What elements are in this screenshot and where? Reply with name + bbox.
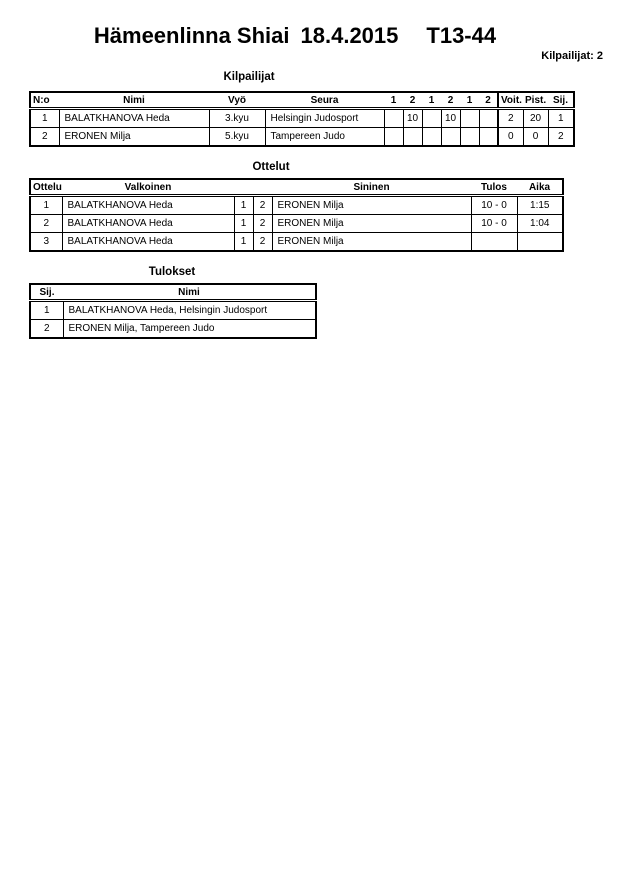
title-event: Hämeenlinna Shiai [93,23,290,48]
match-row [30,215,563,233]
cell-vyo: 5.kyu [209,128,265,147]
cell-no: 2 [30,128,59,147]
cell-no: 1 [30,109,59,128]
cell-blue-name: ERONEN Milja [272,233,471,252]
cell-white-no: 1 [234,215,253,233]
cell-name-club: ERONEN Milja, Tampereen Judo [63,320,316,339]
match-row [30,196,563,215]
cell-blue-no: 2 [253,196,272,215]
header-white-no [234,179,253,196]
header-voit: Voit. [498,92,523,109]
cell-score [471,233,517,252]
cell-score: 10 - 0 [471,215,517,233]
header-round-1: 1 [390,94,397,106]
header-blue-no [253,179,272,196]
competitor-row [30,128,574,147]
header-sij: Sij. [552,94,568,106]
header-aika: Aika [528,181,551,193]
tulokset-table [29,283,317,339]
kilpailijat-section-title: Kilpailijat [223,71,275,83]
cell-pist: 20 [523,109,548,128]
header-nimi: Nimi [123,94,145,106]
cell-voit: 0 [498,128,523,147]
header-pist: Pist. [525,94,547,106]
header-tulos: Tulos [481,181,507,193]
header-no: N:o [33,94,50,106]
cell-round-1 [384,109,403,128]
cell-score: 10 - 0 [471,196,517,215]
cell-name-club: BALATKHANOVA Heda, Helsingin Judosport [63,301,316,320]
cell-nimi: BALATKHANOVA Heda [59,109,209,128]
cell-white-no: 1 [234,233,253,252]
cell-place: 1 [30,301,63,320]
header-round-3: 1 [428,94,435,106]
cell-sij: 2 [548,128,574,147]
tulokset-section-title: Tulokset [148,266,196,278]
cell-round-5 [460,109,479,128]
header-round-4: 2 [447,94,454,106]
cell-seura: Tampereen Judo [265,128,384,147]
cell-nimi: ERONEN Milja [59,128,209,147]
cell-place: 2 [30,320,63,339]
cell-white-name: BALATKHANOVA Heda [62,215,234,233]
cell-match-no: 3 [30,233,62,252]
cell-time: 1:04 [517,215,563,233]
page-title [0,23,590,49]
cell-round-4 [441,128,460,147]
cell-round-6 [479,128,498,147]
cell-round-1 [384,128,403,147]
cell-round-2 [403,128,422,147]
result-row [30,301,316,320]
header-round-2: 2 [409,94,416,106]
competitor-row [30,109,574,128]
cell-match-no: 2 [30,215,62,233]
tulokset-header-row [30,284,316,301]
header-sininen: Sininen [353,181,390,193]
header-nimi: Nimi [178,286,200,298]
header-round-5: 1 [466,94,473,106]
header-round-6: 2 [485,94,491,106]
cell-time: 1:15 [517,196,563,215]
cell-white-no: 1 [234,196,253,215]
ottelut-section-title: Ottelut [252,161,290,173]
cell-white-name: BALATKHANOVA Heda [62,233,234,252]
cell-blue-no: 2 [253,233,272,252]
ottelut-header-row [30,179,563,196]
header-seura: Seura [310,94,339,106]
cell-seura: Helsingin Judosport [265,109,384,128]
result-row [30,320,316,339]
header-sij: Sij. [39,286,55,298]
cell-voit: 2 [498,109,523,128]
title-date: 18.4.2015 [300,23,399,48]
cell-pist: 0 [523,128,548,147]
cell-blue-name: ERONEN Milja [272,196,471,215]
cell-round-6 [479,109,498,128]
header-vyo: Vyö [228,94,246,106]
cell-round-5 [460,128,479,147]
cell-vyo: 3.kyu [209,109,265,128]
cell-sij: 1 [548,109,574,128]
cell-match-no: 1 [30,196,62,215]
competitors-count: Kilpailijat: 2 [541,50,603,62]
ottelut-table [29,178,564,252]
cell-white-name: BALATKHANOVA Heda [62,196,234,215]
cell-round-2: 10 [403,109,422,128]
header-valkoinen: Valkoinen [124,181,172,193]
cell-blue-name: ERONEN Milja [272,215,471,233]
cell-round-3 [422,128,441,147]
kilpailijat-header-row [30,92,574,109]
cell-round-3 [422,109,441,128]
header-ottelu: Ottelu [33,181,62,193]
kilpailijat-table [29,91,575,147]
match-row [30,233,563,252]
cell-time [517,233,563,252]
cell-blue-no: 2 [253,215,272,233]
title-category: T13-44 [426,23,497,48]
cell-round-4: 10 [441,109,460,128]
